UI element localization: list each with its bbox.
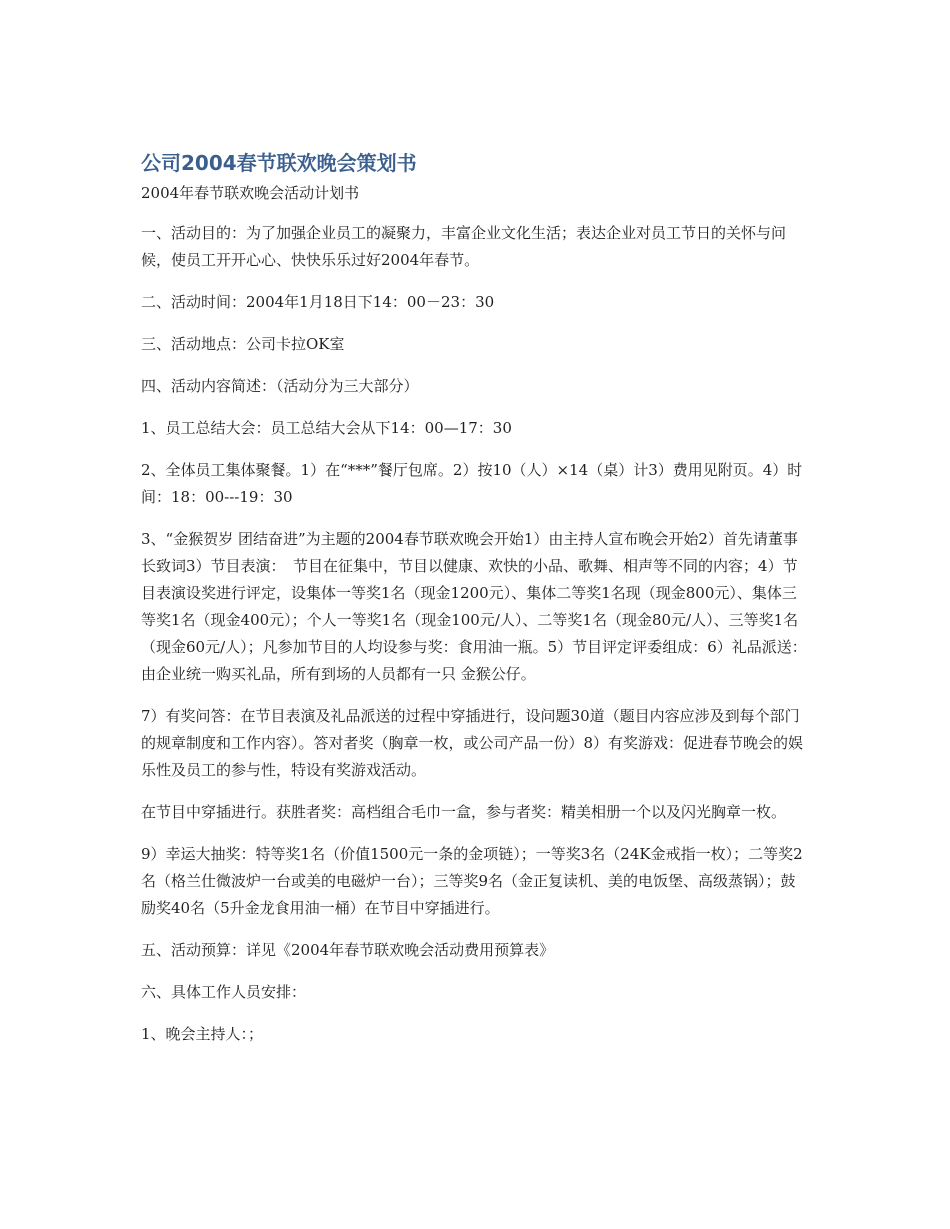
paragraph-lucky-draw: 9）幸运大抽奖：特等奖1名（价值1500元一条的金项链）；一等奖3名（24K金戒指一枚）；二等奖2名（格兰仕微波炉一台或美的电磁炉一台）；三等奖9名（金正复读机、美的电饭堡、高级蒸锅）；鼓励奖40名（5升金龙食用油一桶）在节目中穿插进行。	[141, 845, 803, 917]
paragraph-gala: 3、“金猴贺岁 团结奋进”为主题的2004春节联欢晚会开始1）由主持人宣布晚会开始2）首先请董事长致词3）节目表演： 节目在征集中，节目以健康、欢快的小品、歌舞、相声等不同的内容；4）节目表演设奖进行评定，设集体一等奖1名（现金1200元）、集体二等奖1名现（现金800元）、集体三等奖1名（现金400元）；个人一等奖1名（现金100元/人）、二等奖1名（现金80元/人）、三等奖1名（现金60元/人）；凡参加节目的人均设参与奖：食用油一瓶。5）节目评定评委组成：6）礼品派送：由企业统一购买礼品，所有到场的人员都有一只 金猴公仔。	[141, 530, 807, 683]
paragraph-quiz-games: 7）有奖问答：在节目表演及礼品派送的过程中穿插进行，设问题30道（题目内容应涉及到每个部门的规章制度和工作内容）。答对者奖（胸章一枚，或公司产品一份）8）有奖游戏：促进春节晚会的娱乐性及员工的参与性，特设有奖游戏活动。	[141, 707, 804, 779]
paragraph-staff-arrangement: 六、具体工作人员安排：	[141, 983, 307, 1001]
document-title: 公司2004春节联欢晚会策划书	[141, 151, 417, 175]
paragraph-host: 1、晚会主持人：；	[141, 1025, 264, 1043]
paragraph-purpose: 一、活动目的：为了加强企业员工的凝聚力，丰富企业文化生活；表达企业对员工节日的关怀与问候，使员工开开心心、快快乐乐过好2004年春节。	[141, 224, 787, 269]
paragraph-staff-meeting: 1、员工总结大会：员工总结大会从下14：00—17：30	[141, 419, 512, 437]
paragraph-time: 二、活动时间：2004年1月18日下14：00－23：30	[141, 293, 495, 311]
paragraph-game-prizes: 在节目中穿插进行。获胜者奖：高档组合毛巾一盒，参与者奖：精美相册一个以及闪光胸章一枚。	[141, 803, 787, 821]
paragraph-budget: 五、活动预算：详见《2004年春节联欢晚会活动费用预算表》	[141, 941, 555, 959]
paragraph-content-overview: 四、活动内容简述：（活动分为三大部分）	[141, 377, 419, 395]
paragraph-location: 三、活动地点：公司卡拉OK室	[141, 335, 345, 353]
paragraph-dinner: 2、全体员工集体聚餐。1）在“***”餐厅包席。2）按10（人）×14（桌）计3）费用见附页。4）时间：18：00---19：30	[141, 461, 803, 506]
document-subtitle: 2004年春节联欢晚会活动计划书	[141, 184, 360, 202]
document-page	[141, 148, 809, 1063]
